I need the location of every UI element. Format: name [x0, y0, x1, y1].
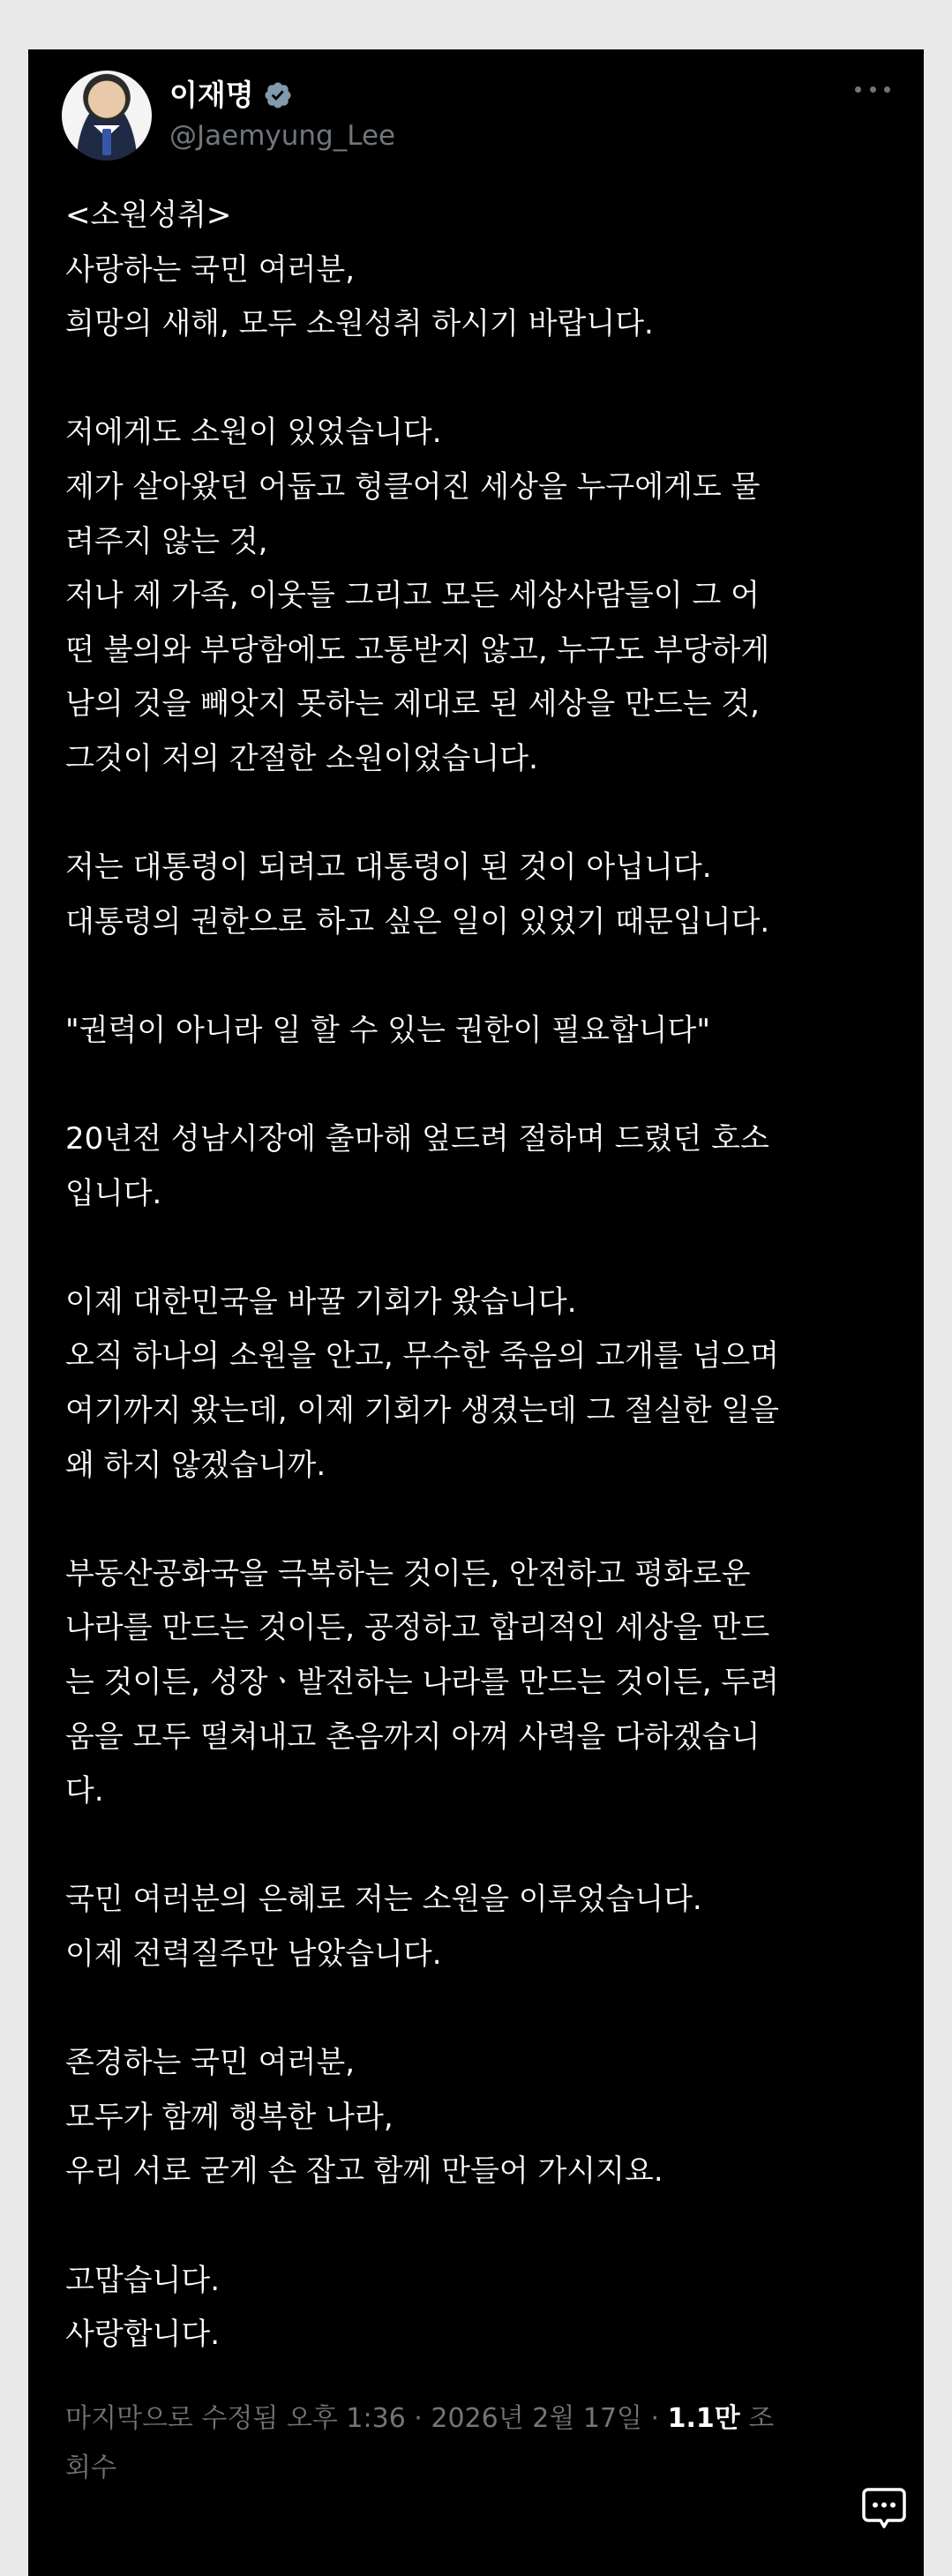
more-dot	[870, 86, 876, 93]
post-line: 오직 하나의 소원을 안고, 무수한 죽음의 고개를 넘으며	[65, 1338, 780, 1374]
name-row	[169, 76, 293, 115]
post-line: 려주지 않는 것,	[65, 523, 268, 559]
post-card	[28, 49, 924, 2576]
post-line: <소원성취>	[65, 198, 232, 233]
post-line: 다.	[65, 1773, 104, 1809]
post-line: 존경하는 국민 여러분,	[65, 2045, 356, 2081]
post-line: 움을 모두 떨쳐내고 촌음까지 아껴 사력을 다하겠습니	[65, 1719, 761, 1755]
post-line: 저는 대통령이 되려고 대통령이 된 것이 아닙니다.	[65, 850, 712, 886]
post-line: 여기까지 왔는데, 이제 기회가 생겼는데 그 절실한 일을	[65, 1393, 780, 1429]
post-line	[65, 1982, 895, 2037]
avatar-tie	[102, 129, 111, 155]
more-options-icon[interactable]	[855, 76, 890, 102]
post-line: 제가 살아왔던 어둡고 헝클어진 세상을 누구에게도 물	[65, 468, 761, 505]
views-label-continued: 회수	[65, 2452, 116, 2483]
post-line: 남의 것을 빼앗지 못하는 제대로 된 세상을 만드는 것,	[65, 686, 760, 723]
post-line: 사랑하는 국민 여러분,	[65, 251, 356, 288]
post-line: 저에게도 소원이 있었습니다.	[65, 415, 442, 451]
post-line	[65, 1221, 895, 1276]
post-line: 왜 하지 않겠습니까.	[65, 1447, 326, 1483]
post-line: "권력이 아니라 일 할 수 있는 권한이 필요합니다"	[65, 1012, 710, 1048]
views-count: 1.1만	[667, 2403, 740, 2434]
avatar[interactable]	[62, 71, 152, 161]
post-line	[65, 2199, 895, 2254]
more-dot	[884, 86, 890, 93]
reply-bubble-icon[interactable]	[861, 2486, 907, 2530]
post-line: 희망의 새해, 모두 소원성취 하시기 바랍니다.	[65, 306, 654, 342]
post-line: 그것이 저의 간절한 소원이었습니다.	[65, 740, 538, 776]
post-line: 떤 불의와 부당함에도 고통받지 않고, 누구도 부당하게	[65, 632, 770, 668]
post-line: 대통령의 권한으로 하고 싶은 일이 있었기 때문입니다.	[65, 903, 770, 940]
display-name[interactable]: 이재명	[169, 78, 254, 112]
post-line: 이제 전력질주만 남았습니다.	[65, 1936, 442, 1972]
user-handle[interactable]: @Jaemyung_Lee	[169, 120, 396, 152]
post-line: 입니다.	[65, 1175, 162, 1211]
post-line	[65, 1819, 895, 1874]
post-line	[65, 352, 895, 407]
post-text	[65, 189, 895, 2363]
views-label: 조	[739, 2403, 775, 2434]
more-dot	[855, 86, 861, 93]
post-line	[65, 1059, 895, 1113]
post-line: 사랑합니다.	[65, 2317, 221, 2353]
post-line: 20년전 성남시장에 출마해 엎드려 절하며 드렸던 호소	[65, 1121, 769, 1157]
post-line: 이제 대한민국을 바꿀 기회가 왔습니다.	[65, 1284, 577, 1320]
post-line: 고맙습니다.	[65, 2262, 221, 2298]
edited-timestamp[interactable]: 마지막으로 수정됨 오후 1:36 · 2026년 2월 17일 ·	[65, 2403, 668, 2434]
post-line: 나라를 만드는 것이든, 공정하고 합리적인 세상을 만드	[65, 1610, 770, 1646]
verified-badge-icon	[263, 80, 293, 110]
post-line	[65, 949, 895, 1004]
post-line	[65, 1493, 895, 1547]
post-metadata	[65, 2394, 895, 2493]
post-line: 우리 서로 굳게 손 잡고 함께 만들어 가시지요.	[65, 2153, 663, 2190]
post-header	[62, 62, 890, 168]
post-line: 는 것이든, 성장ㆍ발전하는 나라를 만드는 것이든, 두려	[65, 1665, 780, 1701]
post-line	[65, 787, 895, 842]
post-line: 부동산공화국을 극복하는 것이든, 안전하고 평화로운	[65, 1555, 751, 1591]
post-line: 국민 여러분의 은혜로 저는 소원을 이루었습니다.	[65, 1882, 702, 1918]
post-line: 모두가 함께 행복한 나라,	[65, 2099, 394, 2135]
post-line: 저나 제 가족, 이웃들 그리고 모든 세상사람들이 그 어	[65, 578, 760, 614]
